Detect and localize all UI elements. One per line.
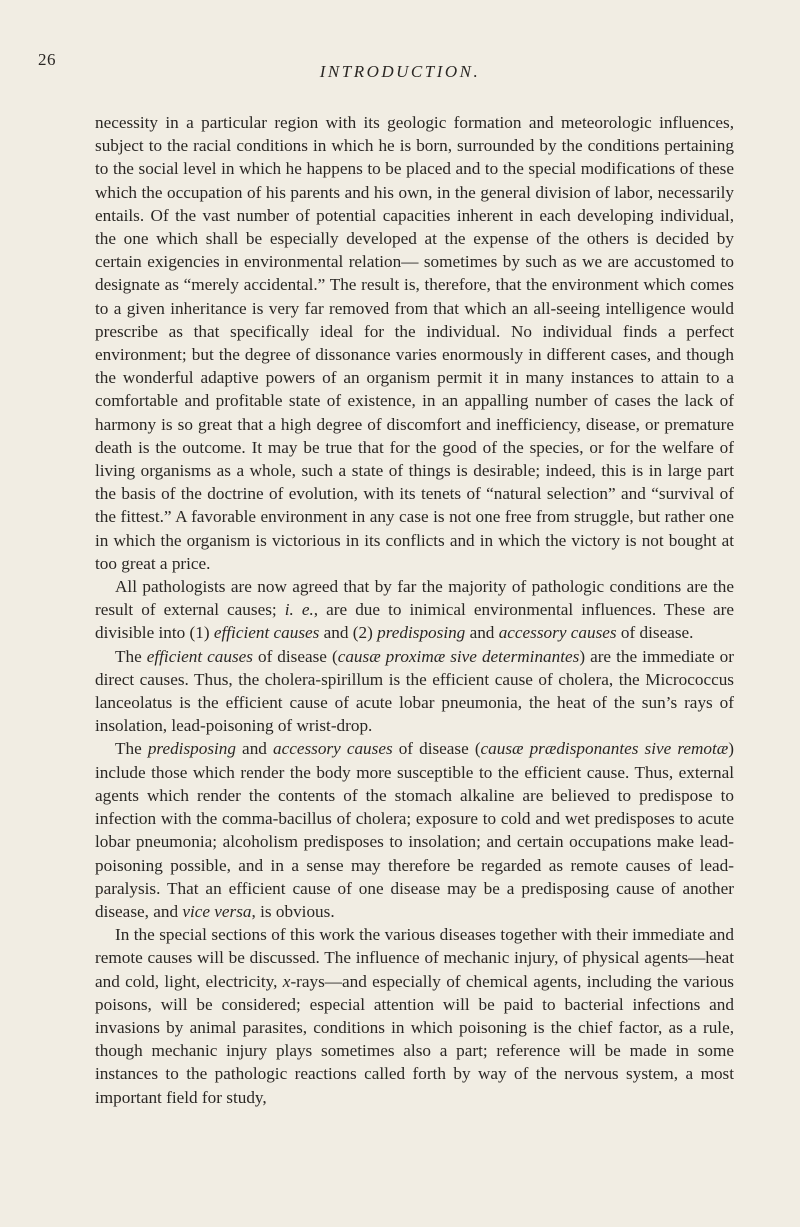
body-text bbox=[95, 111, 734, 1109]
text-run: of disease ( bbox=[252, 646, 338, 666]
italic-text: causæ proximæ sive determinantes bbox=[337, 646, 580, 666]
italic-text: predisposing bbox=[147, 739, 236, 759]
text-run: All pathologists are now agreed that by far the majority of pathologic conditions are the result of external causes; bbox=[95, 577, 734, 620]
text-run: and bbox=[465, 623, 499, 643]
text-run: In the special sections of this work the various diseases together with their immediate and remote causes will be discussed. The influence of mechanic injury, of physical agents—heat and cold, light, electricity, bbox=[95, 925, 734, 991]
text-run: , is obvious. bbox=[251, 901, 335, 921]
paragraph-p4 bbox=[95, 737, 734, 923]
italic-text: vice versa bbox=[182, 901, 252, 921]
page-number: 26 bbox=[38, 50, 56, 69]
paragraph-p5 bbox=[95, 923, 734, 1109]
text-run: , are due to inimical environmental influences. These are divisible into (1) bbox=[95, 600, 734, 643]
text-run: of disease. bbox=[616, 623, 694, 643]
italic-text: predisposing bbox=[377, 623, 466, 643]
text-run: The bbox=[115, 739, 148, 759]
italic-text: accessory causes bbox=[498, 623, 617, 643]
text-run: -rays—and especially of chemical agents, including the various poisons, will be considered; especial attention will be paid to bacterial infections and invasions by animal parasites, conditions in which poisoning is the chief factor, as a rule, though mechanic injury plays sometimes also a part; reference will be made in some instances to the pathologic reactions called forth by way of the nervous system, a most important field for study, bbox=[95, 971, 735, 1107]
text-run: ) include those which render the body more susceptible to the efficient cause. Thus, external agents which render the contents of the stomach alkaline are believed to predispose to infection with the comma-bacillus of cholera; exposure to cold and wet predisposes to acute lobar pneumonia; alcoholism predisposes to insolation; and certain occupations make lead-poisoning possible, and in a sense may therefore be regarded as remote causes of lead-paralysis. That an efficient cause of one disease may be a predisposing cause of another disease, and bbox=[95, 739, 734, 921]
italic-text: efficient causes bbox=[213, 623, 320, 643]
italic-text: causæ prædisponantes sive remotæ bbox=[480, 739, 729, 759]
paragraph-p3 bbox=[95, 645, 734, 738]
running-title: INTRODUCTION. bbox=[319, 62, 481, 81]
text-run: and bbox=[235, 739, 273, 759]
italic-text: accessory causes bbox=[272, 739, 393, 759]
italic-text: x bbox=[282, 971, 291, 991]
paragraph-p2 bbox=[95, 575, 734, 645]
paragraph-p1 bbox=[95, 111, 734, 575]
text-run: and (2) bbox=[319, 623, 378, 643]
text-run: ) are the immediate or direct causes. Thus, the cholera-spirillum is the efficient cause of cholera, the Micrococcus lanceolatus is the efficient cause of acute lobar pneumonia, the heat of the sun’s rays of insolation, lead-poisoning of wrist-drop. bbox=[95, 646, 734, 736]
text-run: necessity in a particular region with its geologic formation and meteorologic influences, subject to the racial conditions in which he is born, surrounded by the conditions pertaining to the social level in which he happens to be placed and to the special modifications of these which the occupation of his parents and his own, in the general division of labor, necessarily entails. Of the vast number of potential capacities inherent in each developing individual, the one which shall be especially developed at the expense of the others is decided by certain exigencies in environmental relation— sometimes by such as we are accustomed to designate as “merely accidental.” The result is, therefore, that the environment which comes to a given inheritance is very far removed from that which an all-seeing intelligence would prescribe as that specifically ideal for the individual. No individual finds a perfect environment; but the degree of dissonance varies enormously in different cases, and though the wonderful adaptive powers of an organism permit it in many instances to attain to a comfortable and profitable state of existence, in an appalling number of cases the lack of harmony is so great that a high degree of discomfort and inefficiency, disease, or premature death is the outcome. It may be true that for the good of the species, or for the welfare of living organisms as a whole, such a state of things is desirable; indeed, this is in large part the basis of the doctrine of evolution, with its tenets of “natural selection” and “survival of the fittest.” A favorable environment in any case is not one free from struggle, but rather one in which the organism is victorious in its conflicts and in which the victory is not bought at too great a price. bbox=[95, 113, 734, 573]
text-run: The bbox=[115, 646, 147, 666]
italic-text: efficient causes bbox=[146, 646, 253, 666]
text-run: of disease ( bbox=[392, 739, 481, 759]
italic-text: i. e. bbox=[284, 600, 314, 620]
